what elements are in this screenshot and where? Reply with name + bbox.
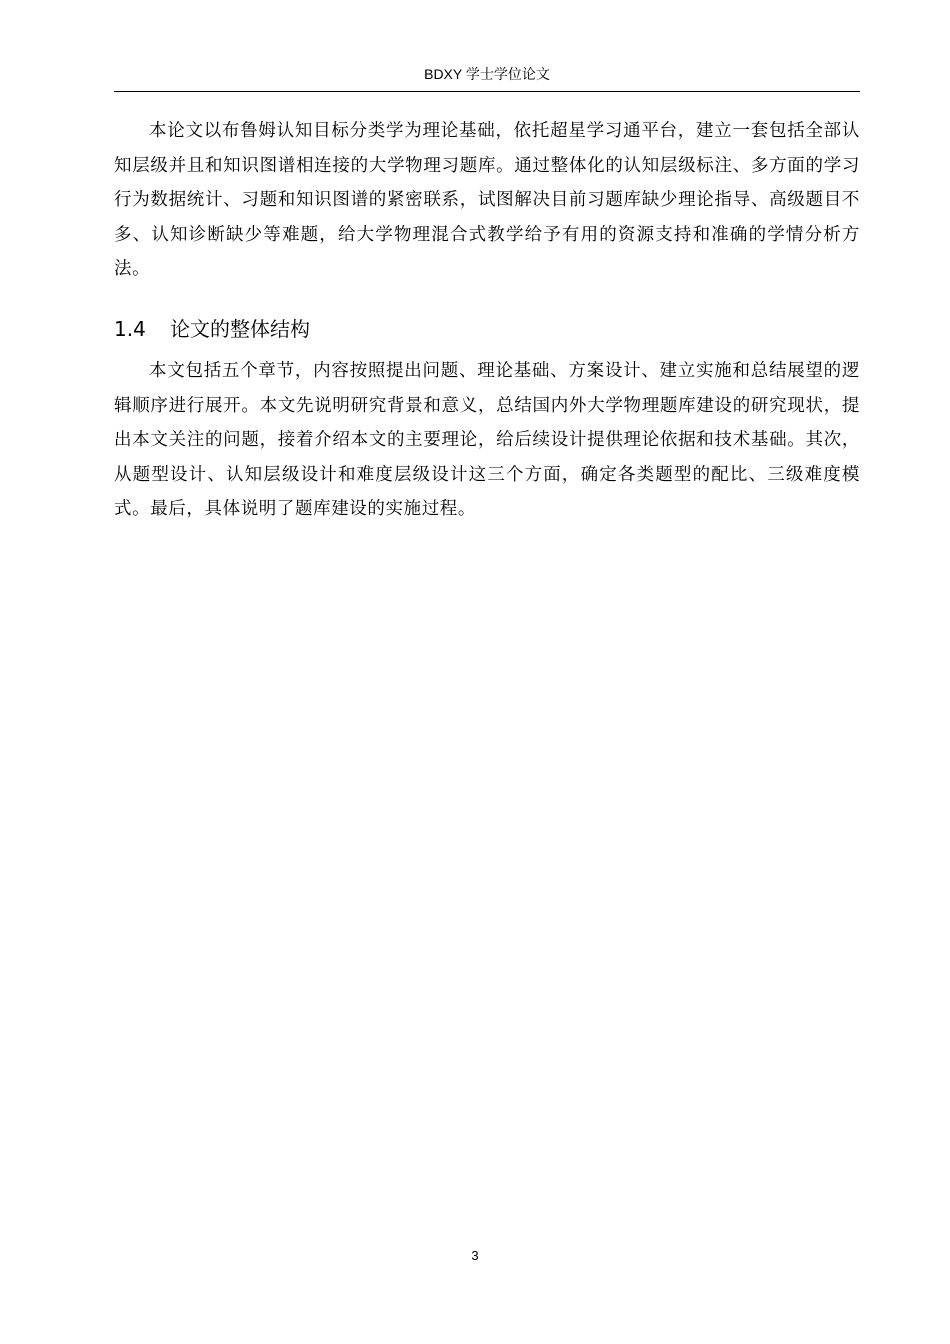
page-number: 3 [471, 1248, 479, 1263]
section-title: 论文的整体结构 [170, 317, 310, 341]
body-paragraph-1: 本论文以布鲁姆认知目标分类学为理论基础，依托超星学习通平台，建立一套包括全部认知层级并且和知识图谱相连接的大学物理习题库。通过整体化的认知层级标注、多方面的学习行为数据统计、习题和知识图谱的紧密联系，试图解决目前习题库缺少理论指导、高级题目不多、认知诊断缺少等难题，给大学物理混合式教学给予有用的资源支持和准确的学情分析方法。 [114, 121, 860, 280]
section-heading [114, 312, 310, 346]
header-title: BDXY 学士学位论文 [424, 66, 550, 82]
page-header [114, 62, 860, 92]
section-number: 1.4 [114, 317, 146, 341]
body-paragraph-2: 本文包括五个章节，内容按照提出问题、理论基础、方案设计、建立实施和总结展望的逻辑顺序进行展开。本文先说明研究背景和意义，总结国内外大学物理题库建设的研究现状，提出本文关注的问题，接着介绍本文的主要理论，给后续设计提供理论依据和技术基础。其次，从题型设计、认知层级设计和难度层级设计这三个方面，确定各类题型的配比、三级难度模式。最后，具体说明了题库建设的实施过程。 [114, 361, 860, 520]
